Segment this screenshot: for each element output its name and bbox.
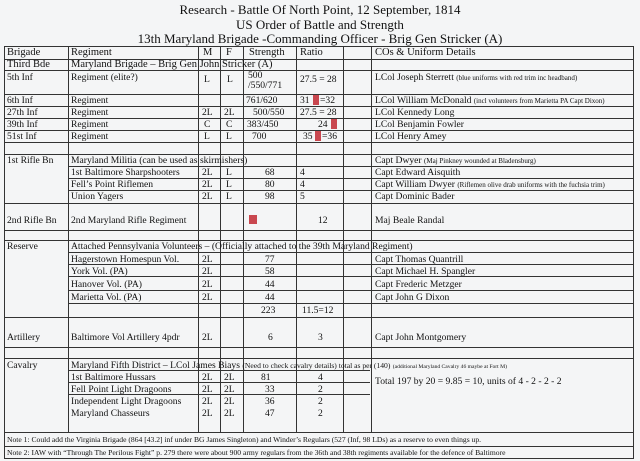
row-fells-riflemen-f: L: [226, 179, 232, 190]
row-hussars-m: 2L: [202, 372, 213, 383]
row-hagerstown-co: Capt Thomas Quantrill: [375, 254, 464, 265]
row-5th-brigade: 5th Inf: [7, 72, 33, 83]
row-6th-brigade: 6th Inf: [7, 95, 33, 106]
row-2nd-rifle-brigade: 2nd Rifle Bn: [7, 215, 57, 226]
row-reserve-total-ratio: 11.5=12: [302, 305, 334, 316]
note-2: Note 2: IAW with “Through The Perilous Fight” p. 279 there were about 900 army regulars from the 36th and 38th regiments available for the defence of Baltimore: [7, 448, 506, 457]
row-independent-dragoons-ratio: 2: [318, 396, 323, 407]
row-union-yagers-co: Capt Dominic Bader: [375, 191, 455, 202]
row-chasseurs-m: 2L: [202, 408, 213, 419]
row-51st-strength: 700: [252, 131, 267, 142]
col-f: F: [226, 47, 232, 58]
row-union-yagers-m: 2L: [202, 191, 213, 202]
row-hagerstown-strength: 77: [265, 254, 275, 265]
row-51st-highlight: [315, 131, 321, 141]
title-research: Research - Battle Of North Point, 12 September, 1814: [179, 2, 461, 17]
row-6th-ratio-a: 31: [300, 95, 310, 106]
row-chasseurs-f: 2L: [224, 408, 235, 419]
row-27th-f: 2L: [224, 107, 235, 118]
row-6th-regiment: Regiment: [71, 95, 109, 106]
row-fells-riflemen-co: Capt William Dwyer (Riflemen olive drab uniforms with the fuchsia trim): [375, 179, 605, 190]
row-cavalry-brigade: Cavalry: [7, 360, 38, 371]
col-m: M: [203, 47, 213, 58]
row-5th-co: LCol Joseph Sterrett (blue uniforms with red trim inc headband): [375, 72, 578, 83]
note-1: Note 1: Could add the Virginia Brigade (864 [43.2] inf under BG James Singleton) and Winder’s Regulars (527 (Inf, 98 LDs) as a reserve to even things up.: [7, 435, 482, 444]
col-brigade: Brigade: [7, 47, 41, 58]
row-sharpshooters-co: Capt Edward Aisquith: [375, 167, 461, 178]
row-51st-brigade: 51st Inf: [7, 131, 37, 142]
row-27th-ratio: 27.5 = 28: [300, 107, 337, 118]
row-fell-dragoons-strength: 33: [265, 384, 275, 395]
row-york-strength: 58: [265, 266, 275, 277]
row-york-m: 2L: [202, 266, 213, 277]
row-marietta-regiment: Marietta Vol. (PA): [71, 292, 142, 303]
row-marietta-strength: 44: [265, 292, 275, 303]
row-51st-m: L: [204, 131, 210, 142]
row-39th-m: C: [204, 119, 211, 130]
row-hanover-co: Capt Frederic Metzger: [375, 279, 462, 290]
title-brigade: 13th Maryland Brigade -Commanding Officer - Brig Gen Stricker (A): [137, 31, 503, 46]
row-marietta-m: 2L: [202, 292, 213, 303]
row-5th-f: L: [227, 74, 233, 85]
row-fell-dragoons-f: 2L: [224, 384, 235, 395]
row-5th-strength: 500 /550/771: [248, 70, 283, 91]
row-union-yagers-ratio: 5: [300, 191, 305, 202]
row-york-regiment: York Vol. (PA): [71, 266, 128, 277]
row-51st-f: L: [226, 131, 232, 142]
row-hussars-ratio: 4: [318, 372, 323, 383]
col-cos: COs & Uniform Details: [375, 47, 476, 58]
row-reserve-regiment: Attached Pennsylvania Volunteers – (Officially attached to the 39th Maryland Regiment): [71, 241, 413, 252]
row-27th-brigade: 27th Inf: [7, 107, 38, 118]
row-reserve-total-strength: 223: [261, 305, 276, 316]
row-chasseurs-ratio: 2: [318, 408, 323, 419]
row-51st-regiment: Regiment: [71, 131, 109, 142]
row-hussars-strength: 81: [261, 372, 271, 383]
row-hanover-strength: 44: [265, 279, 275, 290]
row-6th-highlight: [313, 95, 319, 105]
row-39th-f: C: [226, 119, 233, 130]
row-hanover-regiment: Hanover Vol. (PA): [71, 279, 142, 290]
row-1st-rifle-brigade: 1st Rifle Bn: [7, 155, 54, 166]
row-artillery-brigade: Artillery: [7, 332, 41, 343]
row-sharpshooters-regiment: 1st Baltimore Sharpshooters: [71, 167, 180, 178]
row-2nd-rifle-ratio: 12: [318, 215, 328, 226]
row-union-yagers-regiment: Union Yagers: [71, 191, 124, 202]
row-artillery-ratio: 3: [318, 332, 323, 343]
col-regiment: Regiment: [71, 47, 112, 58]
row-fells-riflemen-strength: 80: [265, 179, 275, 190]
row-39th-highlight: [331, 119, 337, 129]
row-independent-dragoons-strength: 36: [265, 396, 275, 407]
row-2nd-rifle-regiment: 2nd Maryland Rifle Regiment: [71, 215, 187, 226]
row-artillery-co: Capt John Montgomery: [375, 332, 467, 343]
row-5th-m: L: [204, 74, 210, 85]
col-strength: Strength: [249, 47, 285, 58]
row-fells-riflemen-regiment: Fell’s Point Riflemen: [71, 179, 154, 190]
row-reserve-brigade: Reserve: [7, 241, 38, 252]
row-1st-rifle-co: Capt Dwyer (Maj Pinkney wounded at Bladensburg): [375, 155, 536, 166]
row-2nd-rifle-highlight: [249, 215, 257, 224]
row-51st-ratio-a: 35: [303, 131, 313, 142]
row-2nd-rifle-co: Maj Beale Randal: [375, 215, 445, 226]
row-hagerstown-regiment: Hagerstown Homespun Vol.: [71, 254, 180, 265]
col-ratio: Ratio: [300, 47, 323, 58]
row-fells-riflemen-m: 2L: [202, 179, 213, 190]
row-independent-dragoons-f: 2L: [224, 396, 235, 407]
row-independent-dragoons-m: 2L: [202, 396, 213, 407]
row-third-bde-brigade: Third Bde: [7, 59, 50, 70]
row-sharpshooters-f: L: [226, 167, 232, 178]
row-artillery-regiment: Baltimore Vol Artillery 4pdr: [71, 332, 180, 343]
row-third-bde-regiment: Maryland Brigade – Brig Gen John Stricker (A): [71, 59, 273, 70]
row-fells-riflemen-ratio: 4: [300, 179, 305, 190]
row-27th-regiment: Regiment: [71, 107, 109, 118]
row-artillery-strength: 6: [268, 332, 273, 343]
row-51st-co: LCol Henry Amey: [375, 131, 447, 142]
row-5th-regiment: Regiment (elite?): [71, 72, 138, 83]
row-fell-dragoons-ratio: 2: [318, 384, 323, 395]
title-order-of-battle: US Order of Battle and Strength: [236, 17, 404, 32]
row-hanover-m: 2L: [202, 279, 213, 290]
row-sharpshooters-m: 2L: [202, 167, 213, 178]
row-fell-dragoons-m: 2L: [202, 384, 213, 395]
row-27th-strength: 500/550: [253, 107, 285, 118]
row-39th-brigade: 39th Inf: [7, 119, 38, 130]
row-6th-strength: 761/620: [246, 95, 278, 106]
row-39th-co: LCol Benjamin Fowler: [375, 119, 464, 130]
row-39th-ratio: 24: [318, 119, 328, 130]
row-chasseurs-regiment: Maryland Chasseurs: [71, 408, 150, 419]
row-sharpshooters-strength: 68: [265, 167, 275, 178]
row-union-yagers-strength: 98: [265, 191, 275, 202]
row-fell-dragoons-regiment: Fell Point Light Dragoons: [71, 384, 172, 395]
row-6th-co: LCol William McDonald (incl volunteers from Marietta PA Capt Dixon): [375, 95, 605, 106]
row-hussars-regiment: 1st Baltimore Hussars: [71, 372, 156, 383]
row-39th-strength: 383/450: [247, 119, 279, 130]
row-york-co: Capt Michael H. Spangler: [375, 266, 476, 277]
row-union-yagers-f: L: [226, 191, 232, 202]
cavalry-total-note: Total 197 by 20 = 9.85 = 10, units of 4 - 2 - 2 - 2: [375, 376, 562, 387]
row-39th-regiment: Regiment: [71, 119, 109, 130]
row-sharpshooters-ratio: 4: [300, 167, 305, 178]
row-5th-ratio: 27.5 = 28: [300, 74, 337, 85]
row-artillery-m: 2L: [202, 332, 213, 343]
row-27th-m: 2L: [202, 107, 213, 118]
row-1st-rifle-regiment: Maryland Militia (can be used as skirmishers): [71, 155, 248, 166]
row-51st-ratio-b: =36: [322, 131, 338, 142]
row-marietta-co: Capt John G Dixon: [375, 292, 450, 303]
row-chasseurs-strength: 47: [265, 408, 275, 419]
row-independent-dragoons-regiment: Independent Light Dragoons: [71, 396, 182, 407]
row-hussars-f: 2L: [224, 372, 235, 383]
row-cavalry-regiment: Maryland Fifth District – LCol James Biays (Need to check cavalry details) total as per (140) (additional Maryland Cavalry 46 maybe at Fort M): [71, 360, 507, 371]
row-27th-co: LCol Kennedy Long: [375, 107, 455, 118]
row-6th-ratio-b: =32: [320, 95, 336, 106]
row-hagerstown-m: 2L: [202, 254, 213, 265]
